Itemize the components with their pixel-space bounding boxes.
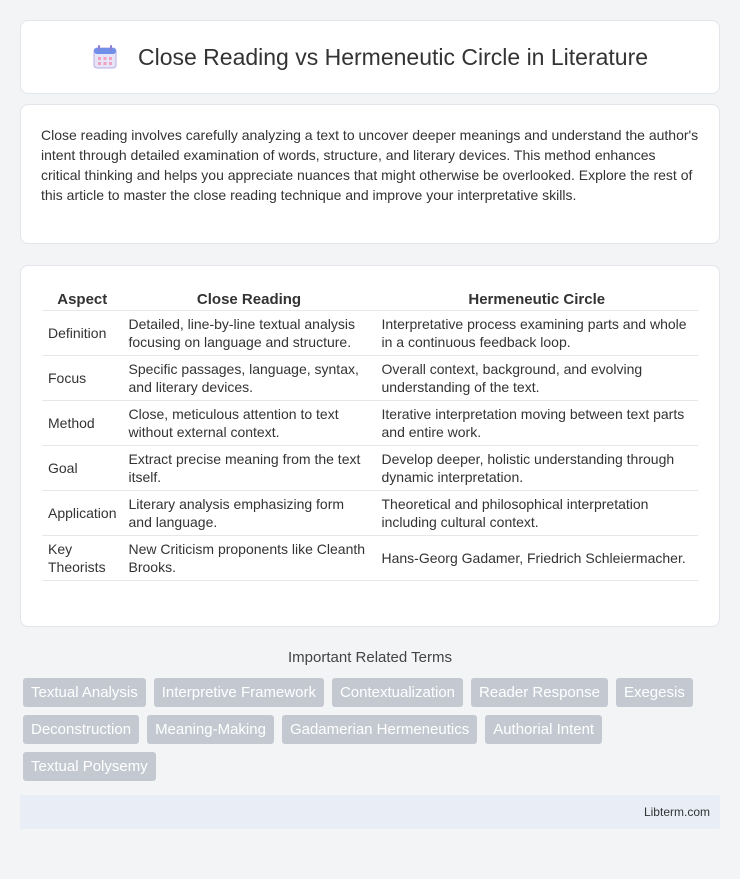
- row-aspect: Goal: [42, 446, 123, 491]
- row-hermeneutic-circle: Theoretical and philosophical interpretation including cultural context.: [376, 491, 699, 536]
- table-header-row: [42, 286, 698, 311]
- intro-card: [20, 104, 720, 244]
- related-terms-list: [0, 678, 740, 789]
- related-term-tag[interactable]: Textual Polysemy: [23, 752, 156, 781]
- column-header-aspect: Aspect: [42, 286, 123, 311]
- comparison-card: [20, 265, 720, 627]
- row-hermeneutic-circle: Interpretative process examining parts and whole in a continuous feedback loop.: [376, 311, 699, 356]
- table-row: [42, 401, 698, 446]
- related-term-tag[interactable]: Contextualization: [332, 678, 463, 707]
- related-term-tag[interactable]: Exegesis: [616, 678, 693, 707]
- page-title: Close Reading vs Hermeneutic Circle in Literature: [137, 43, 649, 70]
- table-row: [42, 446, 698, 491]
- footer: [20, 795, 720, 829]
- table-row: [42, 311, 698, 356]
- related-term-tag[interactable]: Interpretive Framework: [154, 678, 324, 707]
- row-close-reading: Detailed, line-by-line textual analysis focusing on language and structure.: [123, 311, 376, 356]
- related-term-tag[interactable]: Textual Analysis: [23, 678, 146, 707]
- row-close-reading: Extract precise meaning from the text itself.: [123, 446, 376, 491]
- column-header-hermeneutic-circle: Hermeneutic Circle: [376, 286, 699, 311]
- intro-text: Close reading involves carefully analyzing a text to uncover deeper meanings and understand the author's intent through detailed examination of words, structure, and literary devices. This method enhances critical thinking and helps you appreciate nuances that might otherwise be overlooked. Explore the rest of this article to master the close reading technique and improve your interpretative skills.: [41, 127, 699, 203]
- row-aspect: Focus: [42, 356, 123, 401]
- comparison-table: [42, 286, 698, 581]
- footer-brand-link[interactable]: Libterm.com: [643, 805, 710, 819]
- related-term-tag[interactable]: Authorial Intent: [485, 715, 602, 744]
- column-header-close-reading: Close Reading: [123, 286, 376, 311]
- row-hermeneutic-circle: Overall context, background, and evolving understanding of the text.: [376, 356, 699, 401]
- related-terms-title: Important Related Terms: [288, 649, 452, 666]
- related-term-tag[interactable]: Gadamerian Hermeneutics: [282, 715, 477, 744]
- row-close-reading: Literary analysis emphasizing form and language.: [123, 491, 376, 536]
- related-term-tag[interactable]: Deconstruction: [23, 715, 139, 744]
- row-hermeneutic-circle: Develop deeper, holistic understanding through dynamic interpretation.: [376, 446, 699, 491]
- row-aspect: Key Theorists: [42, 536, 123, 581]
- row-close-reading: Close, meticulous attention to text without external context.: [123, 401, 376, 446]
- row-aspect: Method: [42, 401, 123, 446]
- page-header: [20, 20, 720, 94]
- row-aspect: Definition: [42, 311, 123, 356]
- table-row: [42, 536, 698, 581]
- related-term-tag[interactable]: Reader Response: [471, 678, 608, 707]
- row-hermeneutic-circle: Iterative interpretation moving between text parts and entire work.: [376, 401, 699, 446]
- calendar-icon: [92, 44, 118, 70]
- row-close-reading: New Criticism proponents like Cleanth Brooks.: [123, 536, 376, 581]
- row-aspect: Application: [42, 491, 123, 536]
- table-row: [42, 491, 698, 536]
- related-term-tag[interactable]: Meaning-Making: [147, 715, 274, 744]
- row-close-reading: Specific passages, language, syntax, and literary devices.: [123, 356, 376, 401]
- table-row: [42, 356, 698, 401]
- row-hermeneutic-circle: Hans-Georg Gadamer, Friedrich Schleiermacher.: [376, 536, 699, 581]
